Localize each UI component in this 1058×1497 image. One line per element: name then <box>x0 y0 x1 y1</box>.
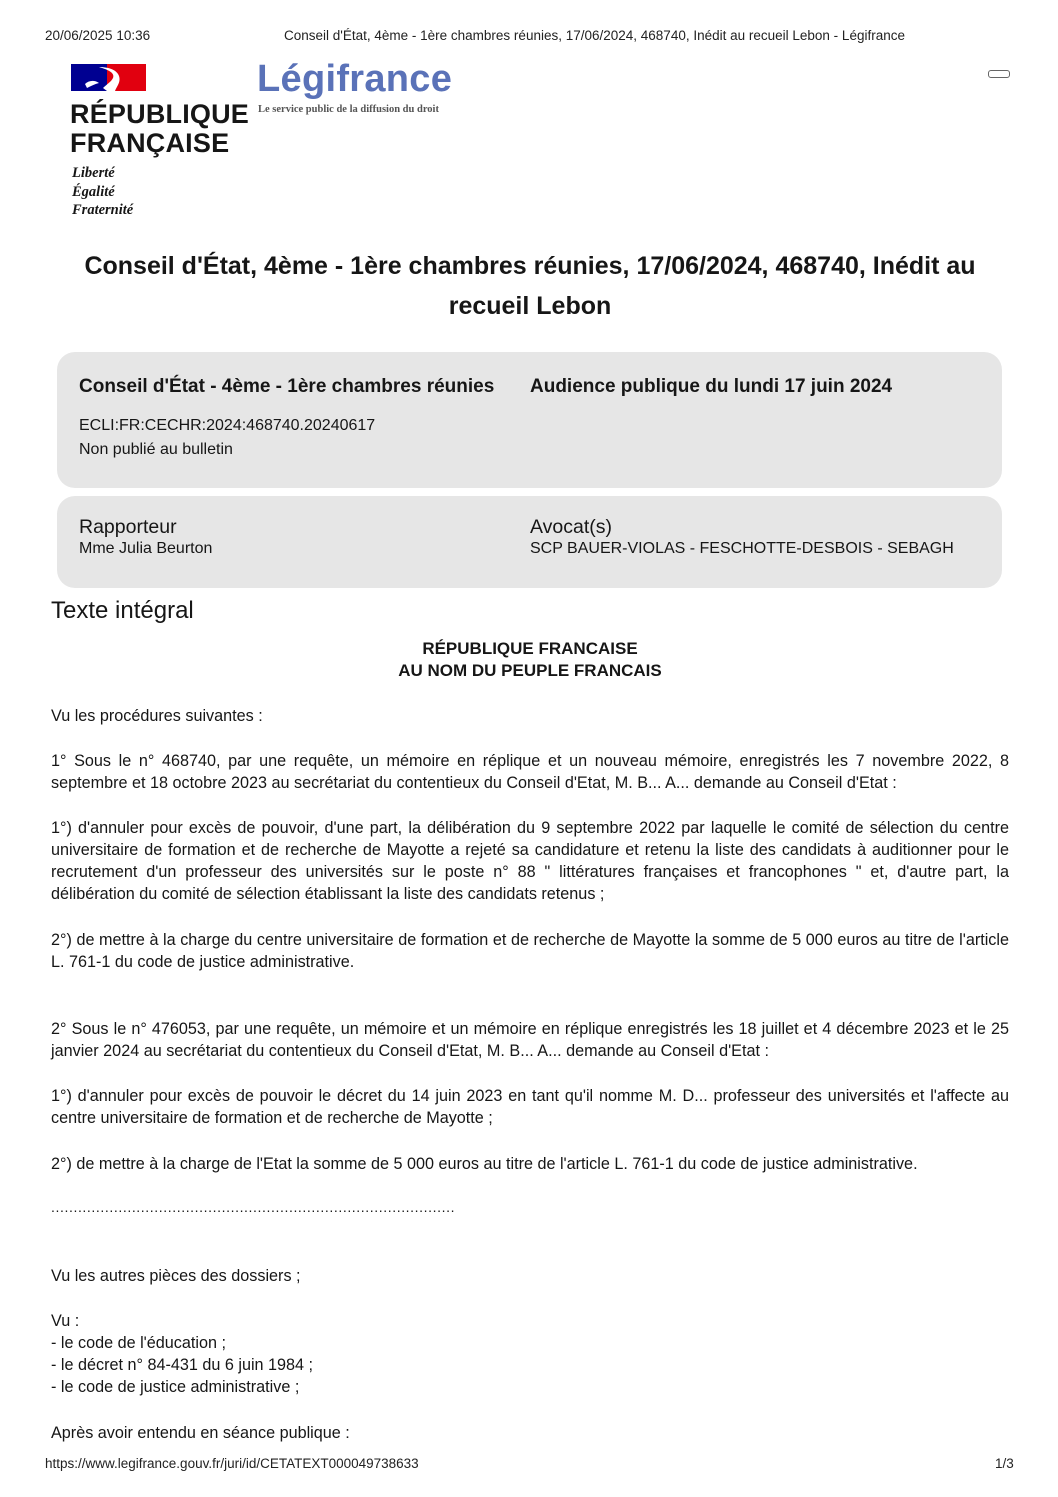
avocat-label: Avocat(s) <box>530 516 612 538</box>
logo-line-2: FRANÇAISE <box>70 128 230 158</box>
rapporteur-label: Rapporteur <box>79 516 177 538</box>
republique-francaise-logo <box>70 100 249 158</box>
title-line-1: Conseil d'État, 4ème - 1ère chambres réunies, 17/06/2024, 468740, Inédit au <box>84 252 976 280</box>
omission-dots: .......................................................................................... <box>51 1199 456 1215</box>
title-line-2: recueil Lebon <box>448 292 612 320</box>
paragraph: Vu les procédures suivantes : <box>51 707 263 725</box>
paragraph: 1° Sous le n° 468740, par une requête, un mémoire en réplique et un nouveau mémoire, enregistrés les 7 novembre 2022, 8 septembre et 18 octobre 2023 au secrétariat du contentieux du Conseil d'Etat, M. B... A... demande au Conseil d'Etat : <box>51 752 1009 792</box>
marianne-flag-icon <box>71 64 146 91</box>
vu-label: Vu : <box>51 1312 80 1330</box>
ecli-identifier: ECLI:FR:CECHR:2024:468740.20240617 <box>79 417 376 434</box>
jurisdiction: Conseil d'État - 4ème - 1ère chambres réunies <box>79 376 495 397</box>
paragraph: 1°) d'annuler pour excès de pouvoir le décret du 14 juin 2023 en tant qu'il nomme M. D... professeur des universités et l'affecte au centre universitaire de formation et de recherche de Mayotte ; <box>51 1087 1009 1127</box>
print-datetime: 20/06/2025 10:36 <box>45 28 151 43</box>
publication-status: Non publié au bulletin <box>79 441 233 458</box>
vu-list <box>51 1310 1009 1398</box>
paragraph: 2°) de mettre à la charge du centre universitaire de formation et de recherche de Mayotte la somme de 5 000 euros au titre de l'article L. 761-1 du code de justice administrative. <box>51 931 1009 971</box>
page-title <box>60 246 1000 326</box>
vu-item: - le code de justice administrative ; <box>51 1378 300 1396</box>
rapporteur-name: Mme Julia Beurton <box>79 540 213 557</box>
paragraph: 2°) de mettre à la charge de l'Etat la somme de 5 000 euros au titre de l'article L. 761-1 du code de justice administrative. <box>51 1155 918 1173</box>
motto-fraternite: Fraternité <box>72 202 134 218</box>
section-title: Texte intégral <box>51 597 194 624</box>
decision-header <box>60 638 1000 682</box>
motto-egalite: Égalité <box>72 183 115 200</box>
paragraph: 2° Sous le n° 476053, par une requête, un mémoire et un mémoire en réplique enregistrés les 18 juillet et 4 décembre 2023 et le 25 janvier 2024 au secrétariat du contentieux du Conseil d'Etat, M. B... A... demande au Conseil d'Etat : <box>51 1020 1009 1060</box>
legifrance-tagline: Le service public de la diffusion du droit <box>258 104 439 115</box>
motto-liberte: Liberté <box>72 165 115 181</box>
parties-card <box>57 496 1002 588</box>
menu-button[interactable] <box>988 70 1010 78</box>
republic-motto <box>72 164 133 220</box>
paragraph: 1°) d'annuler pour excès de pouvoir, d'une part, la délibération du 9 septembre 2022 par laquelle le comité de sélection du centre universitaire de formation et de recherche de Mayotte a rejeté sa candidature et retenu la liste des candidats à auditionner pour le recrutement d'un professeur des universités sur le poste n° 88 " littératures françaises et francophones " et, d'autre part, la délibération du comité de sélection établissant la liste des candidats retenus ; <box>51 819 1009 903</box>
header-line-2: AU NOM DU PEUPLE FRANCAIS <box>398 661 662 680</box>
print-url[interactable]: https://www.legifrance.gouv.fr/juri/id/CETATEXT000049738633 <box>45 1456 419 1471</box>
vu-item: - le code de l'éducation ; <box>51 1334 226 1352</box>
print-page-number: 1/3 <box>995 1456 1014 1471</box>
header-line-1: RÉPUBLIQUE FRANCAISE <box>422 639 638 658</box>
decision-info-card <box>57 352 1002 488</box>
print-page-title: Conseil d'État, 4ème - 1ère chambres réunies, 17/06/2024, 468740, Inédit au recueil Lebon - Légifrance <box>284 28 905 43</box>
paragraph: Après avoir entendu en séance publique : <box>51 1424 350 1442</box>
paragraph: Vu les autres pièces des dossiers ; <box>51 1267 301 1285</box>
legifrance-logo[interactable]: Légifrance <box>257 58 453 100</box>
hearing-date: Audience publique du lundi 17 juin 2024 <box>530 376 893 397</box>
vu-item: - le décret n° 84-431 du 6 juin 1984 ; <box>51 1356 314 1374</box>
logo-line-1: RÉPUBLIQUE <box>70 99 250 129</box>
avocat-name: SCP BAUER-VIOLAS - FESCHOTTE-DESBOIS - SEBAGH <box>530 540 954 557</box>
